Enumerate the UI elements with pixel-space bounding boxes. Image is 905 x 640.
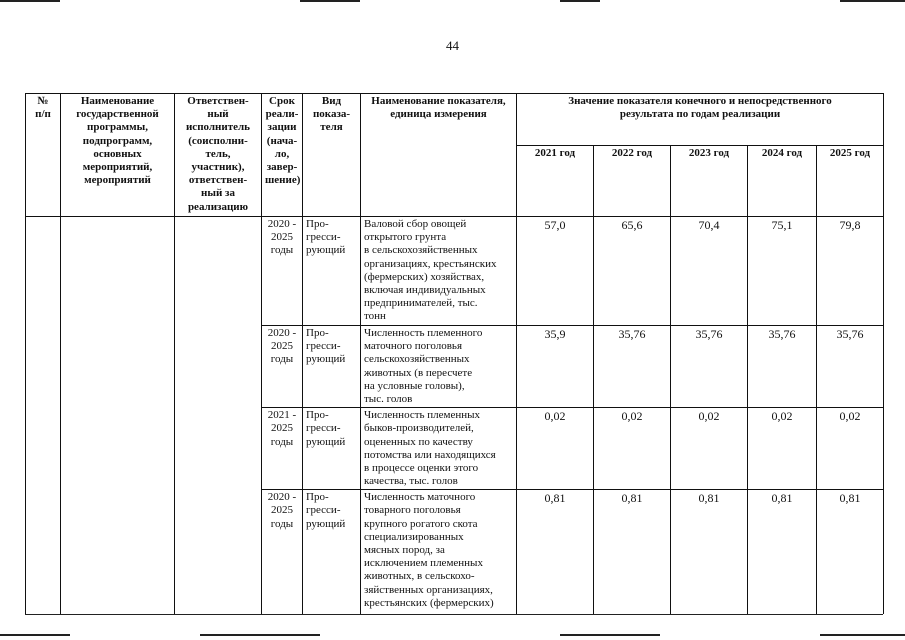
scan-edge-line <box>560 634 660 636</box>
cell-value-2024: 75,1 <box>748 217 817 326</box>
cell-value-2023: 0,81 <box>671 490 748 622</box>
cell-value-2022: 35,76 <box>594 326 671 408</box>
cell-value-2024: 0,81 <box>748 490 817 622</box>
scan-edge-line <box>820 634 905 636</box>
cell-indicator-type: Про- гресси- рующий <box>303 490 361 622</box>
header-year-2024: 2024 год <box>748 146 817 217</box>
scan-edge-line <box>300 0 360 2</box>
cell-value-2023: 35,76 <box>671 326 748 408</box>
cell-indicator-type: Про- гресси- рующий <box>303 217 361 326</box>
header-responsible: Ответствен- ный исполнитель (соисполни- тель, участник), ответствен- ный за реализацию <box>175 94 262 217</box>
page-number: 44 <box>446 38 459 53</box>
header-year-2021: 2021 год <box>517 146 594 217</box>
header-indicator-name: Наименование показателя, единица измерения <box>361 94 517 217</box>
cell-period: 2021 - 2025 годы <box>262 408 303 490</box>
cell-value-2024: 35,76 <box>748 326 817 408</box>
scan-edge-line <box>200 634 320 636</box>
cell-value-2025: 0,81 <box>817 490 884 622</box>
table-bottom-border <box>25 614 883 615</box>
cell-value-2024: 0,02 <box>748 408 817 490</box>
cell-indicator-name: Численность племенных быков-производителей, оцененных по качеству потомства или находящихся в процессе оценки этого качества, тыс. голов <box>361 408 517 490</box>
cell-period: 2020 - 2025 годы <box>262 217 303 326</box>
cell-value-2022: 0,02 <box>594 408 671 490</box>
cell-value-2023: 70,4 <box>671 217 748 326</box>
cell-value-2022: 0,81 <box>594 490 671 622</box>
indicators-table <box>25 93 884 622</box>
cell-value-2021: 57,0 <box>517 217 594 326</box>
page-bottom-cut <box>0 614 905 640</box>
header-year-2023: 2023 год <box>671 146 748 217</box>
cell-indicator-name: Численность племенного маточного поголовья сельскохозяйственных животных (в пересчете на условные головы), тыс. голов <box>361 326 517 408</box>
cell-indicator-name: Численность маточного товарного поголовья крупного рогатого скота специализированных мясных пород, за исключением племенных животных, в сельскохо- зяйственных организациях, крестьянских (фермерских) <box>361 490 517 622</box>
cell-program-empty <box>61 217 175 622</box>
scan-edge-line <box>0 634 70 636</box>
cell-indicator-type: Про- гресси- рующий <box>303 408 361 490</box>
cell-value-2021: 35,9 <box>517 326 594 408</box>
cell-value-2025: 79,8 <box>817 217 884 326</box>
cell-value-2025: 35,76 <box>817 326 884 408</box>
header-program: Наименование государственной программы, подпрограмм, основных мероприятий, мероприятий <box>61 94 175 217</box>
scan-edge-line <box>560 0 600 2</box>
cell-value-2021: 0,02 <box>517 408 594 490</box>
scan-edge-line <box>840 0 905 2</box>
cell-period: 2020 - 2025 годы <box>262 490 303 622</box>
cell-value-2022: 65,6 <box>594 217 671 326</box>
cell-value-2023: 0,02 <box>671 408 748 490</box>
header-period: Срок реали- зации (нача- ло, завер- шение) <box>262 94 303 217</box>
cell-responsible-empty <box>175 217 262 622</box>
cell-indicator-name: Валовой сбор овощей открытого грунта в сельскохозяйственных организациях, крестьянских (фермерских) хозяйствах, включая индивидуальных предпринимателей, тыс. тонн <box>361 217 517 326</box>
table-row <box>26 217 884 326</box>
scan-edge-line <box>0 0 60 2</box>
cell-value-2021: 0,81 <box>517 490 594 622</box>
cell-period: 2020 - 2025 годы <box>262 326 303 408</box>
header-year-2022: 2022 год <box>594 146 671 217</box>
cell-indicator-type: Про- гресси- рующий <box>303 326 361 408</box>
header-results-by-year: Значение показателя конечного и непосредственного результата по годам реализации <box>517 94 884 146</box>
header-year-2025: 2025 год <box>817 146 884 217</box>
cell-value-2025: 0,02 <box>817 408 884 490</box>
cell-number-empty <box>26 217 61 622</box>
header-indicator-type: Вид показа- теля <box>303 94 361 217</box>
header-number: № п/п <box>26 94 61 217</box>
